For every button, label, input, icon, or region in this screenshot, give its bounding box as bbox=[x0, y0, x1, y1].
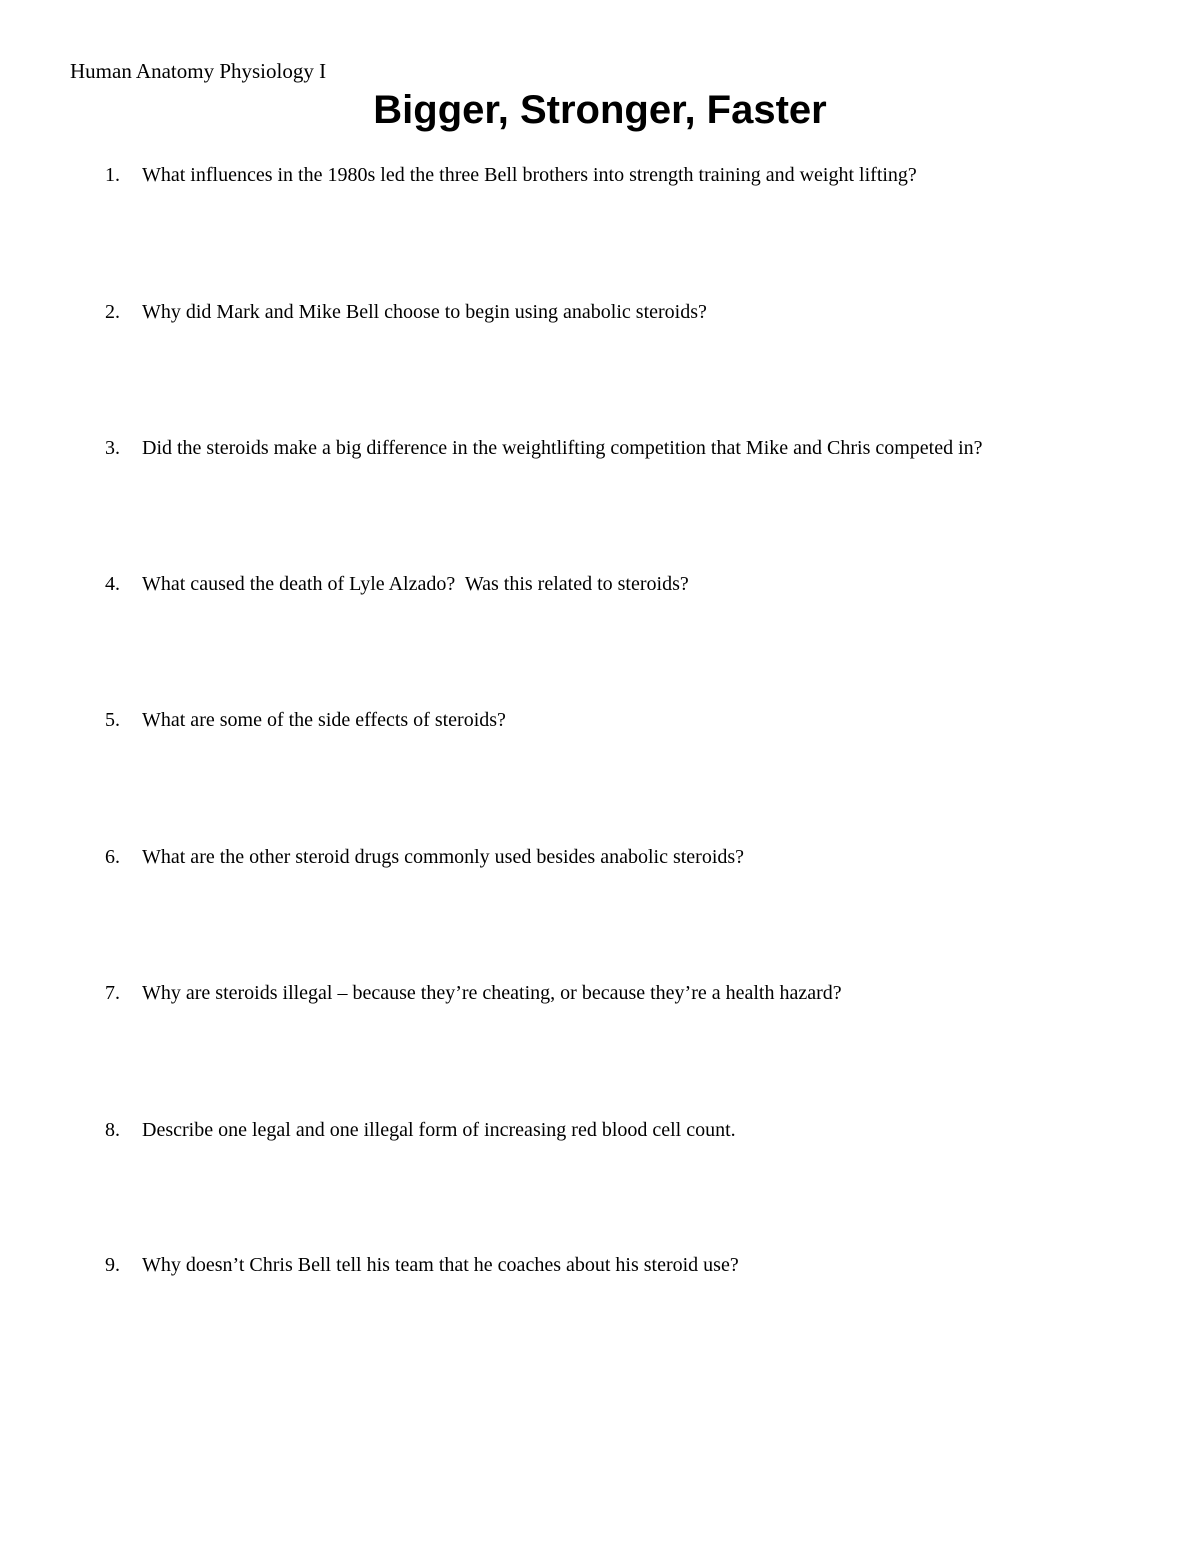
question-number: 8. bbox=[105, 1119, 120, 1141]
question-number: 5. bbox=[105, 709, 120, 731]
page-title: Bigger, Stronger, Faster bbox=[373, 88, 827, 132]
question-text: What influences in the 1980s led the three Bell brothers into strength training and weight lifting? bbox=[142, 164, 917, 186]
question-text: What are some of the side effects of steroids? bbox=[142, 709, 506, 731]
course-header: Human Anatomy Physiology I bbox=[70, 59, 327, 83]
question-number: 4. bbox=[105, 573, 120, 595]
question-number: 6. bbox=[105, 846, 120, 868]
question-text: Why are steroids illegal – because they’re cheating, or because they’re a health hazard? bbox=[142, 982, 842, 1004]
question-number: 1. bbox=[105, 164, 120, 186]
question-text: Did the steroids make a big difference in the weightlifting competition that Mike and Chris competed in? bbox=[142, 437, 983, 459]
question-number: 3. bbox=[105, 437, 120, 459]
question-number: 2. bbox=[105, 301, 120, 323]
question-text: Why did Mark and Mike Bell choose to begin using anabolic steroids? bbox=[142, 301, 707, 323]
question-text: What caused the death of Lyle Alzado? Was this related to steroids? bbox=[142, 573, 689, 595]
question-text: Describe one legal and one illegal form of increasing red blood cell count. bbox=[142, 1119, 736, 1141]
question-number: 7. bbox=[105, 982, 120, 1004]
question-number: 9. bbox=[105, 1254, 120, 1276]
question-text: What are the other steroid drugs commonly used besides anabolic steroids? bbox=[142, 846, 745, 868]
question-text: Why doesn’t Chris Bell tell his team that he coaches about his steroid use? bbox=[142, 1254, 739, 1276]
